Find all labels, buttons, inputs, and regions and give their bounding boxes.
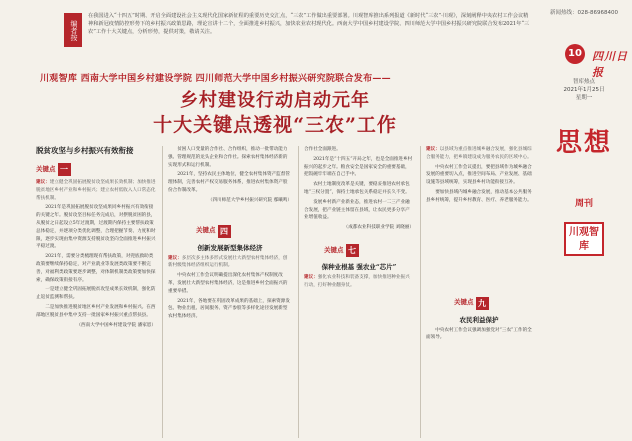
lead-text: 强化农业科技和装备支撑，加快推进种业振兴行动，打好种业翻身仗。 <box>304 274 410 288</box>
paragraph: 2021年，需要分类梳理现有帮扶政策，对兜底救助类政策要继续保持稳定，对产业就业等发展类政策要不断完善，对福利类政策要逐步调整，对体制机制类政策要加快探索，确保政策衔接有序。 <box>36 254 156 283</box>
column-divider <box>298 146 299 438</box>
keypoint-label: 关键点 <box>196 226 216 235</box>
keypoint-1-lead <box>36 179 156 202</box>
column-divider <box>420 146 421 438</box>
headline-line-2: 十大关键点透视“三农”工作 <box>153 114 397 136</box>
headline-kicker: 川观智库 西南大学中国乡村建设学院 四川师范大学中国乡村振兴研究院联合发布—— <box>40 74 391 84</box>
issue-date: 2021年1月25日 <box>563 87 605 93</box>
keypoint-number: 四 <box>218 225 231 238</box>
keypoint-9-badge <box>454 297 489 310</box>
column-4 <box>426 146 532 438</box>
paragraph: 2021年，各地要在巩固改革成果的基础上，探索资源发包、物业出租、居间服务、资产参股等多样化途径发展新型农村集体经济。 <box>168 298 290 320</box>
brand-logo-box: 川观智库 <box>564 222 604 256</box>
column-1-title: 脱贫攻坚与乡村振兴有效衔接 <box>36 146 134 155</box>
keypoint-number: 一 <box>58 163 71 176</box>
column-1 <box>36 146 156 438</box>
publication-info <box>536 78 632 102</box>
lead-label: 建议： <box>36 180 50 185</box>
lead-label: 建议： <box>426 147 440 152</box>
column-3 <box>304 146 414 438</box>
keypoint-7-lead <box>304 274 414 290</box>
keypoint-label: 关键点 <box>324 245 344 254</box>
section-title: 思想 <box>555 128 612 158</box>
paragraph: 二是加快推进脱贫地区乡村产业发展和乡村振兴。在西部地区脱贫县中集中支持一批国家乡村振兴重点帮扶县。 <box>36 304 156 318</box>
paragraph: 2021年是“十四五”开局之年，也是全面推进乡村振兴的起步之年。粮食安全是国家安全的重要基础，把饭碗牢牢端在自己手中。 <box>304 156 413 178</box>
editor-line: 智库热点 <box>572 79 595 85</box>
masthead-column <box>536 0 632 441</box>
lead-text: 建立健全巩固拓展脱贫攻坚成果长效机制；加快推进脱贫地区乡村产业和乡村振兴；建立农村低收入人口常态化帮扶机制。 <box>36 180 156 201</box>
paragraph: 2021年，坚持农民主体地位，健全农村集体资产监督管理体制，完善农村产权交易服务体系，推进农村集体资产股份合作制改革。 <box>168 172 290 193</box>
column-3-title: 保种业根基 强农业“芯片” <box>321 262 397 271</box>
paragraph: 2021年是巩固拓展脱贫攻坚成果同乡村振兴有效衔接的关键之年。脱贫攻坚目标任务完成后，对摆脱贫困的县，从脱贫之日起设立5年过渡期，过渡期内保持主要帮扶政策总体稳定，并逐项分类优化调整，合理把握节奏、力度和时限，逐步实现由集中资源支持脱贫攻坚向全面推进乡村振兴平稳过渡。 <box>36 205 156 250</box>
byline: （成都农业科技职业学院 刘晓丽） <box>343 225 414 231</box>
paragraph: 合作社全面跟进。 <box>304 147 341 152</box>
paragraph: 要加快县域内城乡融合发展，推动基本公共服务县乡村统筹，提升乡村教育、医疗、养老服务能力。 <box>426 189 532 203</box>
editor-note-text: 在我国进入“十四五”时期、开启全面建设社会主义现代化国家新征程的重要历史交汇点，“三农”工作做出重要部署。川观智库推出系列报道《新时代“三农”·川观》，深刻阐释中央农村工作会议精神和新冠疫情防控形势下的乡村振兴政策思路，理论宣讲十二个，全面推进乡村振兴，加快农业农村现代化。西南大学中国乡村建设学院、四川师范大学中国乡村振兴研究院联合发布2021年“三农”工作十大关键点，分析形势，提供对策，敬请关注。 <box>88 13 530 35</box>
byline: （四川师范大学乡村振兴研究院 鄢曦鸣） <box>207 197 292 203</box>
editor-note-tab: 编者按 <box>64 13 82 47</box>
lead-label: 建议： <box>304 274 318 280</box>
keypoint-number: 九 <box>476 297 489 310</box>
lead-label: 建议： <box>168 255 182 261</box>
paragraph: 贫困人口变量的合作社、合作组织，推动一批带动能力强、管理规范的龙头企业和合作社。探索农村集体经济新的实现形式和运行机制。 <box>168 147 288 168</box>
paragraph: 中央农村工作会议强调加强党对“三农”工作的全面领导。 <box>426 327 532 341</box>
keypoint-number: 七 <box>346 244 359 257</box>
paragraph: 发展乡村新产业新业态，推进农村一二三产业融合发展，把产业链主体留在县域，让农民更多分享产业增值收益。 <box>304 199 410 221</box>
lead-text: 以县域为重点推进城乡融合发展，强化县城综合服务能力，把乡镇建设成为服务农民的区域中心。 <box>426 147 532 160</box>
column-2-title: 创新发展新型集体经济 <box>197 243 263 252</box>
lead-text: 多层次多主体多形式发展壮大新型农村集体经济，创新村级集体经济组织运行机制。 <box>168 255 288 269</box>
section-subtitle: 周刊 <box>574 199 593 209</box>
paragraph: 中央农村工作会议提出，要把县域作为城乡融合发展的重要切入点，推进空间布局、产业发展、基础设施等县域统筹，实现县乡村功能衔接互补。 <box>426 164 532 186</box>
newspaper-logo: 四川日报 <box>592 50 628 79</box>
paragraph: 中央农村工作会议明确提出深化农村集体产权制度改革，发展壮大新型农村集体经济，这是推进乡村全面振兴的重要举措。 <box>168 273 288 294</box>
keypoint-lead <box>426 146 532 162</box>
column-4-title: 农民利益保护 <box>459 315 499 324</box>
byline: （西南大学中国乡村建设学院 潘家恩） <box>76 322 156 328</box>
paragraph: 一是建立健全巩固拓展脱贫攻坚成果长效机制，强化防止返贫监测和帮扶。 <box>36 287 156 301</box>
keypoint-1-badge <box>36 163 71 176</box>
keypoint-label: 关键点 <box>36 164 56 173</box>
keypoint-7-badge <box>324 244 359 257</box>
news-hotline: 新闻热线：028-86968400 <box>550 10 618 16</box>
keypoint-label: 关键点 <box>454 298 474 307</box>
keypoint-4-lead <box>168 255 292 271</box>
page-number-badge: 10 <box>565 44 585 64</box>
paragraph: 农村土地制度改革是关键，要稳妥推进农村承包地“三权分置”，保持土地承包关系稳定并长久不变。 <box>304 182 410 195</box>
keypoint-4-badge <box>196 225 231 238</box>
column-divider <box>162 146 163 438</box>
headline-line-1: 乡村建设行动启动元年 <box>180 90 370 111</box>
issue-weekday: 星期一 <box>575 95 593 101</box>
column-2 <box>168 146 292 438</box>
